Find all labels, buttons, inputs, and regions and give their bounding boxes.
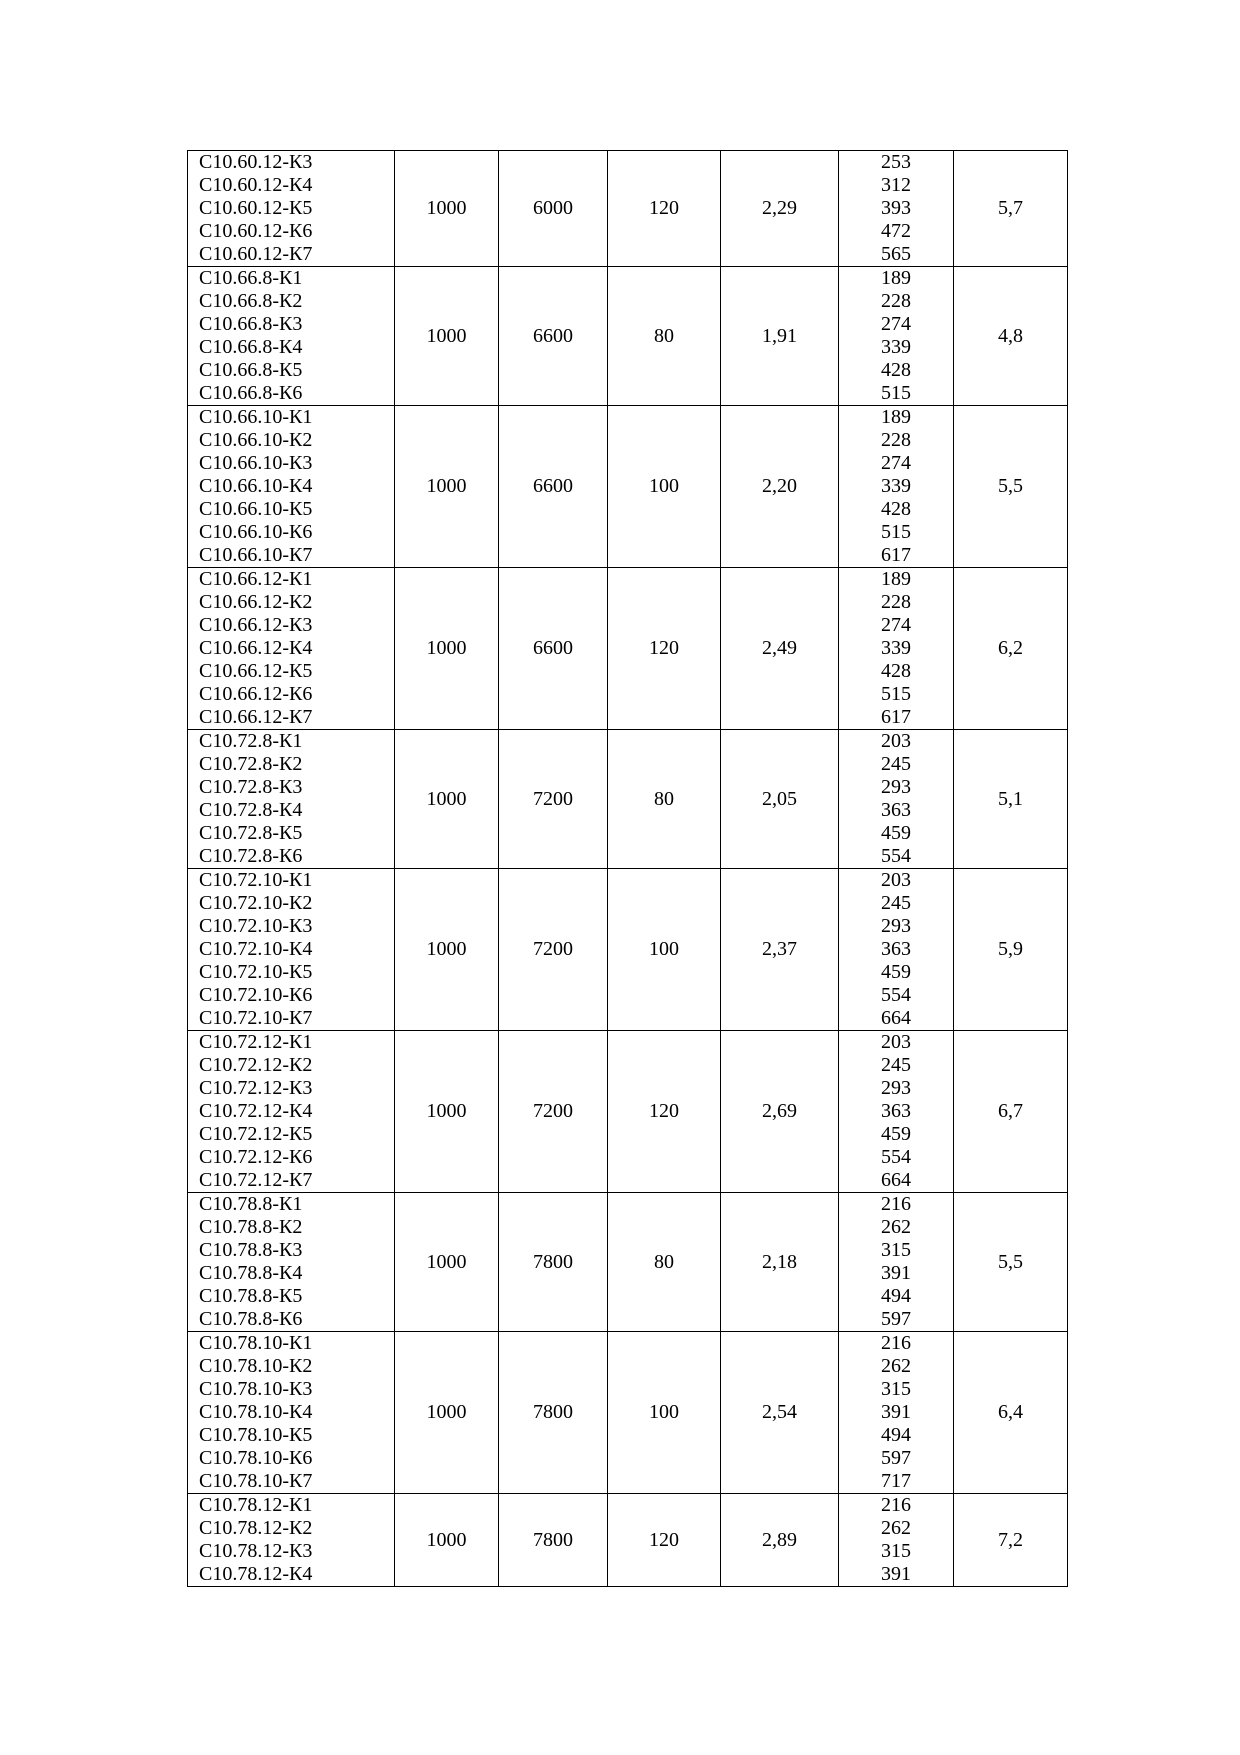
load-value: 203 xyxy=(881,730,911,752)
length-cell xyxy=(499,730,608,869)
volume-value: 2,69 xyxy=(762,1100,797,1122)
mark-cell xyxy=(188,267,395,406)
height-cell xyxy=(608,406,721,568)
load-value: 617 xyxy=(881,706,911,728)
load-value: 428 xyxy=(881,498,911,520)
length-value: 6600 xyxy=(533,475,573,497)
mass-value: 5,1 xyxy=(998,787,1023,810)
load-value: 293 xyxy=(881,1077,911,1099)
load-value: 515 xyxy=(881,521,911,543)
height-value: 80 xyxy=(654,787,674,810)
load-cell xyxy=(839,1031,954,1193)
length-cell xyxy=(499,267,608,406)
width-value: 1000 xyxy=(426,197,467,219)
product-mark: С10.72.10-К6 xyxy=(199,984,313,1006)
load-value: 554 xyxy=(881,1146,911,1168)
load-cell xyxy=(839,267,954,406)
product-mark: С10.66.12-К7 xyxy=(199,706,313,728)
mark-cell xyxy=(188,1494,395,1587)
length-cell xyxy=(499,151,608,267)
width-value: 1000 xyxy=(426,1250,467,1273)
product-mark: С10.66.8-К3 xyxy=(199,313,303,335)
product-mark: С10.72.10-К7 xyxy=(199,1007,313,1029)
width-cell xyxy=(395,1031,499,1193)
load-cell xyxy=(839,869,954,1031)
height-cell xyxy=(608,730,721,869)
height-cell xyxy=(608,151,721,267)
length-value: 7200 xyxy=(533,787,573,810)
product-mark: С10.72.12-К7 xyxy=(199,1169,313,1191)
load-cell xyxy=(839,568,954,730)
load-value: 664 xyxy=(881,1007,911,1029)
volume-cell xyxy=(721,568,839,730)
load-value: 363 xyxy=(881,938,911,960)
table-row xyxy=(188,1193,1068,1332)
length-value: 7200 xyxy=(533,938,573,960)
load-value: 228 xyxy=(881,429,911,451)
load-cell xyxy=(839,151,954,267)
volume-value: 2,29 xyxy=(762,197,797,219)
length-cell xyxy=(499,869,608,1031)
length-value: 6600 xyxy=(533,324,573,347)
table-row xyxy=(188,267,1068,406)
load-value: 293 xyxy=(881,776,911,798)
table-row xyxy=(188,730,1068,869)
product-mark: С10.72.12-К1 xyxy=(199,1031,313,1053)
load-value: 274 xyxy=(881,614,911,636)
product-mark: С10.72.10-К4 xyxy=(199,938,313,960)
load-value: 339 xyxy=(881,336,911,358)
volume-value: 1,91 xyxy=(762,324,797,347)
volume-cell xyxy=(721,869,839,1031)
height-cell xyxy=(608,1031,721,1193)
volume-value: 2,37 xyxy=(762,938,797,960)
load-value: 262 xyxy=(881,1517,911,1539)
product-mark: С10.72.12-К5 xyxy=(199,1123,313,1145)
mass-value: 5,5 xyxy=(998,1250,1023,1273)
product-mark: С10.66.10-К5 xyxy=(199,498,313,520)
volume-cell xyxy=(721,1031,839,1193)
mass-cell xyxy=(954,568,1068,730)
product-mark: С10.78.8-К6 xyxy=(199,1308,303,1330)
volume-cell xyxy=(721,730,839,869)
load-value: 391 xyxy=(881,1563,911,1585)
load-value: 717 xyxy=(881,1470,911,1492)
volume-value: 2,49 xyxy=(762,637,797,659)
product-mark: С10.60.12-К7 xyxy=(199,243,313,265)
product-mark: С10.72.10-К3 xyxy=(199,915,313,937)
product-mark: С10.66.12-К1 xyxy=(199,568,313,590)
mass-cell xyxy=(954,151,1068,267)
product-mark: С10.78.10-К1 xyxy=(199,1332,313,1354)
length-cell xyxy=(499,1332,608,1494)
product-mark: С10.60.12-К3 xyxy=(199,151,313,173)
product-mark: С10.60.12-К4 xyxy=(199,174,313,196)
product-mark: С10.66.8-К5 xyxy=(199,359,303,381)
product-mark: С10.60.12-К5 xyxy=(199,197,313,219)
table-body xyxy=(188,151,1068,1587)
load-value: 189 xyxy=(881,267,911,289)
load-value: 216 xyxy=(881,1494,911,1516)
product-mark: С10.66.12-К2 xyxy=(199,591,313,613)
load-value: 428 xyxy=(881,660,911,682)
length-value: 7800 xyxy=(533,1401,573,1423)
product-mark: С10.78.10-К3 xyxy=(199,1378,313,1400)
height-value: 100 xyxy=(649,1401,679,1423)
mark-cell xyxy=(188,1332,395,1494)
load-value: 262 xyxy=(881,1355,911,1377)
product-mark: С10.66.12-К5 xyxy=(199,660,313,682)
mass-value: 6,4 xyxy=(998,1401,1023,1423)
product-mark: С10.72.8-К3 xyxy=(199,776,303,798)
product-mark: С10.72.10-К1 xyxy=(199,869,313,891)
product-mark: С10.78.8-К4 xyxy=(199,1262,303,1284)
load-value: 554 xyxy=(881,984,911,1006)
load-value: 189 xyxy=(881,406,911,428)
product-mark: С10.66.8-К6 xyxy=(199,382,303,404)
load-cell xyxy=(839,1193,954,1332)
load-value: 597 xyxy=(881,1447,911,1469)
mass-value: 7,2 xyxy=(998,1528,1023,1551)
mass-cell xyxy=(954,406,1068,568)
mass-cell xyxy=(954,1494,1068,1587)
load-value: 393 xyxy=(881,197,911,219)
product-mark: С10.66.10-К3 xyxy=(199,452,313,474)
product-mark: С10.72.8-К5 xyxy=(199,822,303,844)
mass-value: 4,8 xyxy=(998,324,1023,347)
mass-value: 5,7 xyxy=(998,197,1023,219)
product-mark: С10.72.8-К1 xyxy=(199,730,303,752)
width-cell xyxy=(395,869,499,1031)
product-mark: С10.72.10-К2 xyxy=(199,892,313,914)
length-cell xyxy=(499,1193,608,1332)
table-row xyxy=(188,1332,1068,1494)
product-mark: С10.72.12-К6 xyxy=(199,1146,313,1168)
load-value: 216 xyxy=(881,1332,911,1354)
load-value: 459 xyxy=(881,1123,911,1145)
product-mark: С10.72.12-К2 xyxy=(199,1054,313,1076)
load-value: 245 xyxy=(881,753,911,775)
length-value: 7800 xyxy=(533,1528,573,1551)
mass-value: 5,9 xyxy=(998,938,1023,960)
load-value: 339 xyxy=(881,475,911,497)
load-value: 428 xyxy=(881,359,911,381)
volume-value: 2,20 xyxy=(762,475,797,497)
load-value: 459 xyxy=(881,822,911,844)
load-value: 245 xyxy=(881,1054,911,1076)
table-row xyxy=(188,151,1068,267)
width-cell xyxy=(395,568,499,730)
load-value: 339 xyxy=(881,637,911,659)
product-mark: С10.78.10-К4 xyxy=(199,1401,313,1423)
load-value: 315 xyxy=(881,1378,911,1400)
product-mark: С10.66.8-К2 xyxy=(199,290,303,312)
load-value: 312 xyxy=(881,174,911,196)
mark-cell xyxy=(188,151,395,267)
mark-cell xyxy=(188,1193,395,1332)
volume-cell xyxy=(721,1332,839,1494)
height-value: 120 xyxy=(649,1100,679,1122)
mark-cell xyxy=(188,869,395,1031)
load-value: 494 xyxy=(881,1424,911,1446)
product-mark: С10.66.10-К6 xyxy=(199,521,313,543)
mass-value: 5,5 xyxy=(998,475,1023,497)
mark-cell xyxy=(188,1031,395,1193)
height-cell xyxy=(608,267,721,406)
width-value: 1000 xyxy=(426,1528,467,1551)
product-mark: С10.66.8-К1 xyxy=(199,267,303,289)
slab-spec-table xyxy=(187,150,1068,1587)
height-value: 80 xyxy=(654,324,674,347)
height-cell xyxy=(608,568,721,730)
height-value: 100 xyxy=(649,938,679,960)
mass-cell xyxy=(954,730,1068,869)
load-value: 274 xyxy=(881,452,911,474)
load-value: 203 xyxy=(881,869,911,891)
load-value: 262 xyxy=(881,1216,911,1238)
width-cell xyxy=(395,406,499,568)
product-mark: С10.66.12-К4 xyxy=(199,637,313,659)
product-mark: С10.78.8-К1 xyxy=(199,1193,303,1215)
load-value: 315 xyxy=(881,1239,911,1261)
product-mark: С10.72.8-К6 xyxy=(199,845,303,867)
load-value: 515 xyxy=(881,382,911,404)
load-value: 664 xyxy=(881,1169,911,1191)
load-cell xyxy=(839,1494,954,1587)
product-mark: С10.66.8-К4 xyxy=(199,336,303,358)
load-value: 189 xyxy=(881,568,911,590)
product-mark: С10.78.12-К2 xyxy=(199,1517,313,1539)
load-value: 245 xyxy=(881,892,911,914)
length-value: 7200 xyxy=(533,1100,573,1122)
table-row xyxy=(188,406,1068,568)
product-mark: С10.66.10-К7 xyxy=(199,544,313,566)
load-value: 315 xyxy=(881,1540,911,1562)
product-mark: С10.78.12-К1 xyxy=(199,1494,313,1516)
product-mark: С10.78.8-К5 xyxy=(199,1285,303,1307)
product-mark: С10.66.10-К1 xyxy=(199,406,313,428)
width-value: 1000 xyxy=(426,1401,467,1423)
product-mark: С10.72.10-К5 xyxy=(199,961,313,983)
length-cell xyxy=(499,1494,608,1587)
width-cell xyxy=(395,1193,499,1332)
load-cell xyxy=(839,730,954,869)
load-value: 203 xyxy=(881,1031,911,1053)
load-value: 494 xyxy=(881,1285,911,1307)
load-value: 293 xyxy=(881,915,911,937)
product-mark: С10.72.8-К4 xyxy=(199,799,303,821)
length-value: 6600 xyxy=(533,637,573,659)
mass-value: 6,2 xyxy=(998,637,1023,659)
load-value: 363 xyxy=(881,799,911,821)
width-value: 1000 xyxy=(426,475,467,497)
width-cell xyxy=(395,267,499,406)
height-cell xyxy=(608,1332,721,1494)
load-value: 554 xyxy=(881,845,911,867)
width-cell xyxy=(395,151,499,267)
volume-value: 2,05 xyxy=(762,787,797,810)
product-mark: С10.66.12-К3 xyxy=(199,614,313,636)
height-cell xyxy=(608,1494,721,1587)
height-cell xyxy=(608,869,721,1031)
load-value: 515 xyxy=(881,683,911,705)
load-cell xyxy=(839,406,954,568)
mark-cell xyxy=(188,568,395,730)
height-cell xyxy=(608,1193,721,1332)
mass-cell xyxy=(954,267,1068,406)
product-mark: С10.66.10-К4 xyxy=(199,475,313,497)
load-value: 228 xyxy=(881,591,911,613)
product-mark: С10.72.12-К4 xyxy=(199,1100,313,1122)
product-mark: С10.60.12-К6 xyxy=(199,220,313,242)
volume-value: 2,18 xyxy=(762,1250,797,1273)
height-value: 120 xyxy=(649,1528,679,1551)
length-cell xyxy=(499,1031,608,1193)
width-value: 1000 xyxy=(426,324,467,347)
height-value: 120 xyxy=(649,637,679,659)
height-value: 120 xyxy=(649,197,679,219)
product-mark: С10.78.12-К4 xyxy=(199,1563,313,1585)
product-mark: С10.78.12-К3 xyxy=(199,1540,313,1562)
volume-value: 2,89 xyxy=(762,1528,797,1551)
mass-cell xyxy=(954,1193,1068,1332)
volume-cell xyxy=(721,1494,839,1587)
length-cell xyxy=(499,568,608,730)
load-value: 363 xyxy=(881,1100,911,1122)
height-value: 100 xyxy=(649,475,679,497)
length-value: 6000 xyxy=(533,197,573,219)
load-value: 597 xyxy=(881,1308,911,1330)
product-mark: С10.78.10-К2 xyxy=(199,1355,313,1377)
volume-cell xyxy=(721,267,839,406)
load-value: 472 xyxy=(881,220,911,242)
product-mark: С10.66.12-К6 xyxy=(199,683,313,705)
load-value: 391 xyxy=(881,1262,911,1284)
height-value: 80 xyxy=(654,1250,674,1273)
mass-value: 6,7 xyxy=(998,1100,1023,1122)
width-cell xyxy=(395,730,499,869)
load-value: 391 xyxy=(881,1401,911,1423)
load-value: 228 xyxy=(881,290,911,312)
width-value: 1000 xyxy=(426,637,467,659)
product-mark: С10.78.10-К5 xyxy=(199,1424,313,1446)
width-cell xyxy=(395,1332,499,1494)
load-value: 565 xyxy=(881,243,911,265)
volume-cell xyxy=(721,1193,839,1332)
volume-cell xyxy=(721,406,839,568)
width-value: 1000 xyxy=(426,938,467,960)
volume-cell xyxy=(721,151,839,267)
mass-cell xyxy=(954,1031,1068,1193)
product-mark: С10.72.8-К2 xyxy=(199,753,303,775)
load-cell xyxy=(839,1332,954,1494)
mark-cell xyxy=(188,730,395,869)
table-row xyxy=(188,1494,1068,1587)
product-mark: С10.78.10-К6 xyxy=(199,1447,313,1469)
load-value: 253 xyxy=(881,151,911,173)
load-value: 274 xyxy=(881,313,911,335)
length-value: 7800 xyxy=(533,1250,573,1273)
width-cell xyxy=(395,1494,499,1587)
mark-cell xyxy=(188,406,395,568)
table-row xyxy=(188,869,1068,1031)
table-row xyxy=(188,568,1068,730)
length-cell xyxy=(499,406,608,568)
width-value: 1000 xyxy=(426,787,467,810)
volume-value: 2,54 xyxy=(762,1401,797,1423)
table-row xyxy=(188,1031,1068,1193)
load-value: 459 xyxy=(881,961,911,983)
product-mark: С10.78.8-К2 xyxy=(199,1216,303,1238)
load-value: 216 xyxy=(881,1193,911,1215)
load-value: 617 xyxy=(881,544,911,566)
mass-cell xyxy=(954,869,1068,1031)
product-mark: С10.78.10-К7 xyxy=(199,1470,313,1492)
product-mark: С10.78.8-К3 xyxy=(199,1239,303,1261)
product-mark: С10.66.10-К2 xyxy=(199,429,313,451)
width-value: 1000 xyxy=(426,1100,467,1122)
product-mark: С10.72.12-К3 xyxy=(199,1077,313,1099)
mass-cell xyxy=(954,1332,1068,1494)
